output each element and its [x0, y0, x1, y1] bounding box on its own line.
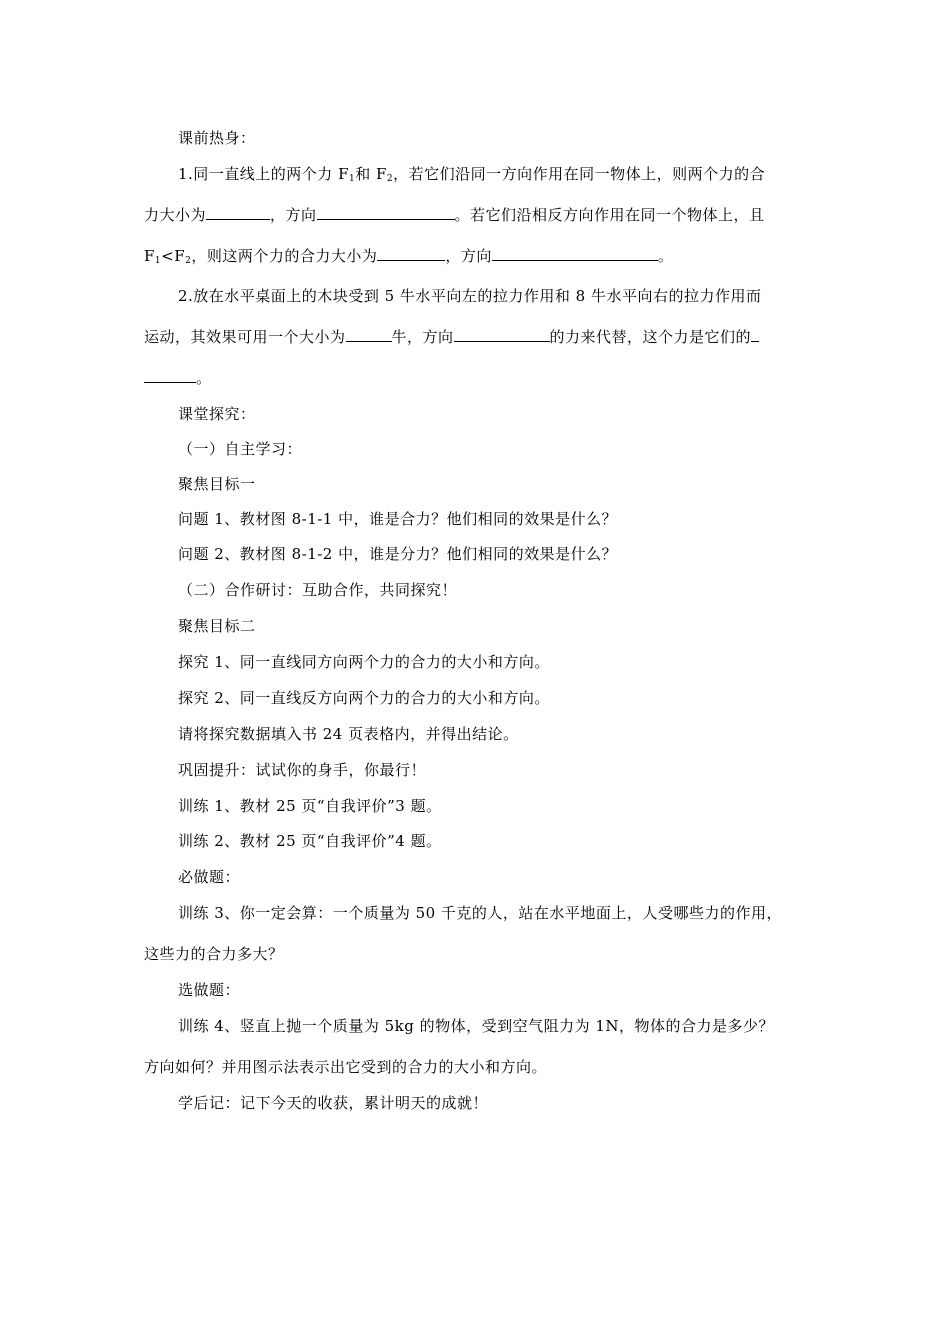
- q1-text: 和 F: [355, 165, 387, 183]
- cooperation-heading: （二）合作研讨：互助合作，共同探究！: [178, 581, 458, 599]
- q2-text: 。: [196, 369, 212, 387]
- required-heading: 必做题：: [178, 868, 241, 886]
- question-2-line-1: 2.放在水平桌面上的木块受到 5 牛水平向左的拉力作用和 8 牛水平向右的拉力作用而: [178, 287, 762, 305]
- training-4-line-2: 方向如何？并用图示法表示出它受到的合力的大小和方向。: [144, 1058, 548, 1076]
- q1-text: F: [144, 247, 155, 265]
- consolidate-heading: 巩固提升：试试你的身手，你最行！: [178, 761, 427, 779]
- explore-2: 探究 2、同一直线反方向两个力的合力的大小和方向。: [178, 689, 550, 707]
- answer-blank[interactable]: [492, 246, 658, 261]
- q1-text: ，则这两个力的合力大小为: [191, 247, 378, 265]
- q1-text: 1.同一直线上的两个力 F: [178, 165, 349, 183]
- training-3-line-1: 训练 3、你一定会算：一个质量为 50 千克的人，站在水平地面上，人受哪些力的作用，: [178, 904, 782, 922]
- question-2-line-2: [144, 327, 824, 347]
- self-study-heading: （一）自主学习：: [178, 440, 303, 458]
- classroom-heading: 课堂探究：: [178, 405, 256, 423]
- question-2-line-3: [144, 368, 824, 388]
- subscript: 2: [386, 174, 394, 184]
- subscript: 1: [349, 174, 356, 184]
- answer-blank[interactable]: [206, 205, 270, 220]
- optional-heading: 选做题：: [178, 981, 241, 999]
- fill-instruction: 请将探究数据填入书 24 页表格内，并得出结论。: [178, 725, 519, 743]
- subscript: 1: [154, 256, 162, 266]
- q1-text: 。: [657, 247, 674, 265]
- goal-2-heading: 聚焦目标二: [178, 617, 256, 635]
- answer-blank[interactable]: [346, 327, 392, 342]
- question-1-line-3: [144, 246, 824, 266]
- subscript: 2: [185, 256, 192, 266]
- q1-text: 。若它们沿相反方向作用在同一个物体上，且: [454, 206, 765, 224]
- question-1-line-1: [178, 164, 858, 184]
- q2-text: 牛，方向: [391, 328, 454, 346]
- answer-blank[interactable]: [317, 205, 455, 220]
- q1-text: ，若它们沿同一方向作用在同一物体上，则两个力的合: [393, 165, 766, 183]
- training-4-line-1: 训练 4、竖直上抛一个质量为 5kg 的物体，受到空气阻力为 1N，物体的合力是多少？: [178, 1017, 775, 1035]
- warmup-heading: 课前热身：: [178, 129, 256, 147]
- answer-blank[interactable]: [751, 327, 759, 342]
- problem-1: 问题 1、教材图 8-1-1 中，谁是合力？他们相同的效果是什么？: [178, 510, 618, 528]
- goal-1-heading: 聚焦目标一: [178, 475, 256, 493]
- q1-text: ，方向: [445, 247, 492, 265]
- afterword: 学后记：记下今天的收获，累计明天的成就！: [178, 1094, 489, 1112]
- q2-text: 的力来代替，这个力是它们的: [549, 328, 752, 346]
- problem-2: 问题 2、教材图 8-1-2 中，谁是分力？他们相同的效果是什么？: [178, 545, 618, 563]
- q1-text: ，方向: [270, 206, 317, 224]
- answer-blank[interactable]: [377, 246, 445, 261]
- q1-text: 力大小为: [144, 206, 207, 224]
- q1-text: <F: [161, 247, 186, 265]
- answer-blank[interactable]: [144, 368, 196, 383]
- training-2: 训练 2、教材 25 页“自我评价”4 题。: [178, 832, 442, 850]
- training-1: 训练 1、教材 25 页“自我评价”3 题。: [178, 797, 442, 815]
- question-1-line-2: [144, 205, 824, 225]
- training-3-line-2: 这些力的合力多大？: [144, 945, 284, 963]
- explore-1: 探究 1、同一直线同方向两个力的合力的大小和方向。: [178, 653, 550, 671]
- answer-blank[interactable]: [454, 327, 550, 342]
- q2-text: 运动，其效果可用一个大小为: [144, 328, 346, 346]
